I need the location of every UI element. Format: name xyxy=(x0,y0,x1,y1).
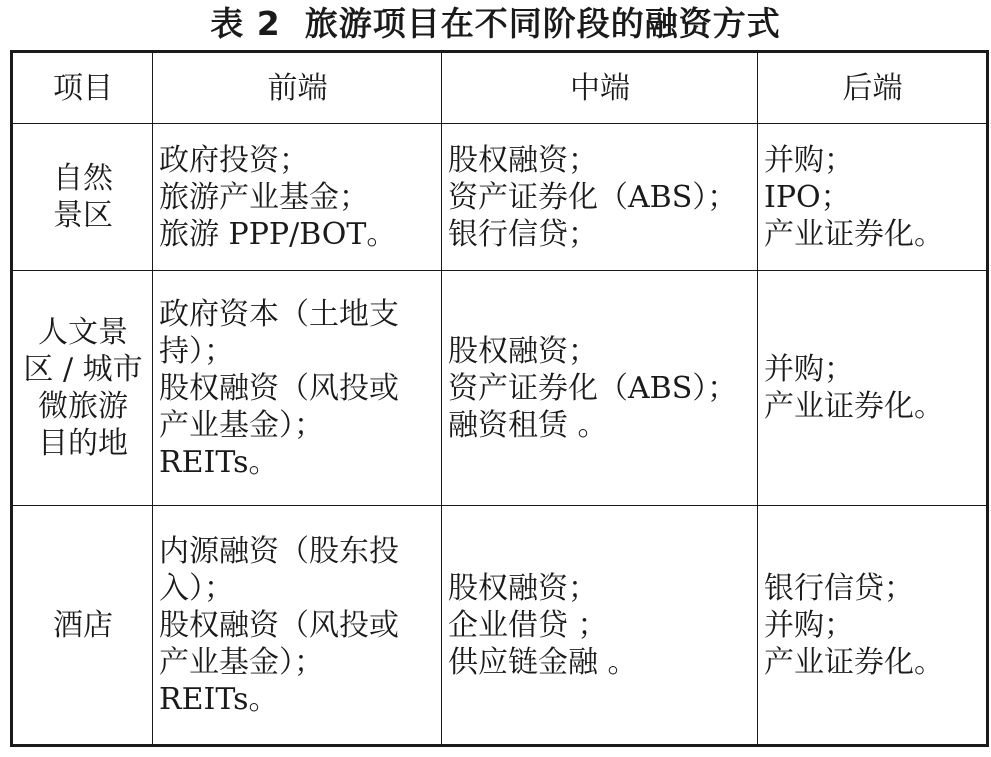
header-project: 项目 xyxy=(12,52,153,124)
back-item: 银行信贷； xyxy=(764,570,914,606)
front-item: 政府投资； xyxy=(159,142,309,178)
header-middle: 中端 xyxy=(442,52,758,124)
middle-item: 股权融资； xyxy=(448,570,598,606)
front-item: REITs。 xyxy=(159,444,279,480)
back-item: IPO； xyxy=(764,179,851,215)
row-label-line: 微旅游 xyxy=(38,389,128,424)
front-item: 内源融资（股东投 xyxy=(159,533,399,569)
row-label-line: 自然 xyxy=(53,161,113,196)
back-cell xyxy=(758,124,988,271)
middle-item: 银行信贷； xyxy=(448,216,598,252)
back-item: 并购； xyxy=(764,607,854,643)
front-item: 政府资本（土地支 xyxy=(159,296,399,332)
back-item: 并购； xyxy=(764,142,854,178)
front-cell xyxy=(153,271,442,506)
back-item: 并购； xyxy=(764,352,854,387)
middle-item: 企业借贷 ； xyxy=(448,607,608,643)
front-item: 旅游产业基金； xyxy=(159,179,369,215)
back-cell xyxy=(758,506,988,746)
row-label-line: 目的地 xyxy=(38,426,128,461)
middle-item: 供应链金融 。 xyxy=(448,644,638,680)
row-label-line: 人文景 xyxy=(38,315,128,350)
table-caption: 旅游项目在不同阶段的融资方式 xyxy=(304,4,781,43)
header-front: 前端 xyxy=(153,52,442,124)
front-item: 持）； xyxy=(159,333,234,369)
row-label xyxy=(12,271,153,506)
table-row xyxy=(12,271,988,506)
row-label xyxy=(12,506,153,746)
header-back: 后端 xyxy=(758,52,988,124)
back-item: 产业证券化。 xyxy=(764,216,944,252)
front-item: 入）； xyxy=(159,570,234,606)
table-title xyxy=(0,0,991,50)
table-number: 表 2 xyxy=(210,4,281,43)
middle-cell xyxy=(442,506,758,746)
middle-cell xyxy=(442,124,758,271)
middle-item: 资产证券化（ABS）； xyxy=(448,370,738,406)
back-item: 产业证券化。 xyxy=(764,389,944,424)
middle-item: 股权融资； xyxy=(448,333,598,369)
front-cell xyxy=(153,124,442,271)
row-label xyxy=(12,124,153,271)
front-item: 旅游 PPP/BOT。 xyxy=(159,216,397,252)
table-row xyxy=(12,124,988,271)
front-item: 股权融资（风投或 xyxy=(159,607,399,643)
middle-item: 股权融资； xyxy=(448,142,598,178)
middle-item: 资产证券化（ABS）； xyxy=(448,179,738,215)
front-cell xyxy=(153,506,442,746)
front-item: 股权融资（风投或 xyxy=(159,370,399,406)
back-item: 产业证券化。 xyxy=(764,644,944,680)
row-label-line: 区 / 城市 xyxy=(23,352,143,387)
row-label-line: 酒店 xyxy=(53,607,113,643)
front-item: 产业基金）； xyxy=(159,644,324,680)
financing-table xyxy=(10,50,989,747)
front-item: REITs。 xyxy=(159,681,279,717)
row-label-line: 景区 xyxy=(53,198,113,233)
middle-item: 融资租赁 。 xyxy=(448,407,608,443)
middle-cell xyxy=(442,271,758,506)
back-cell xyxy=(758,271,988,506)
front-item: 产业基金）； xyxy=(159,407,324,443)
table-row xyxy=(12,506,988,746)
header-row xyxy=(12,52,988,124)
